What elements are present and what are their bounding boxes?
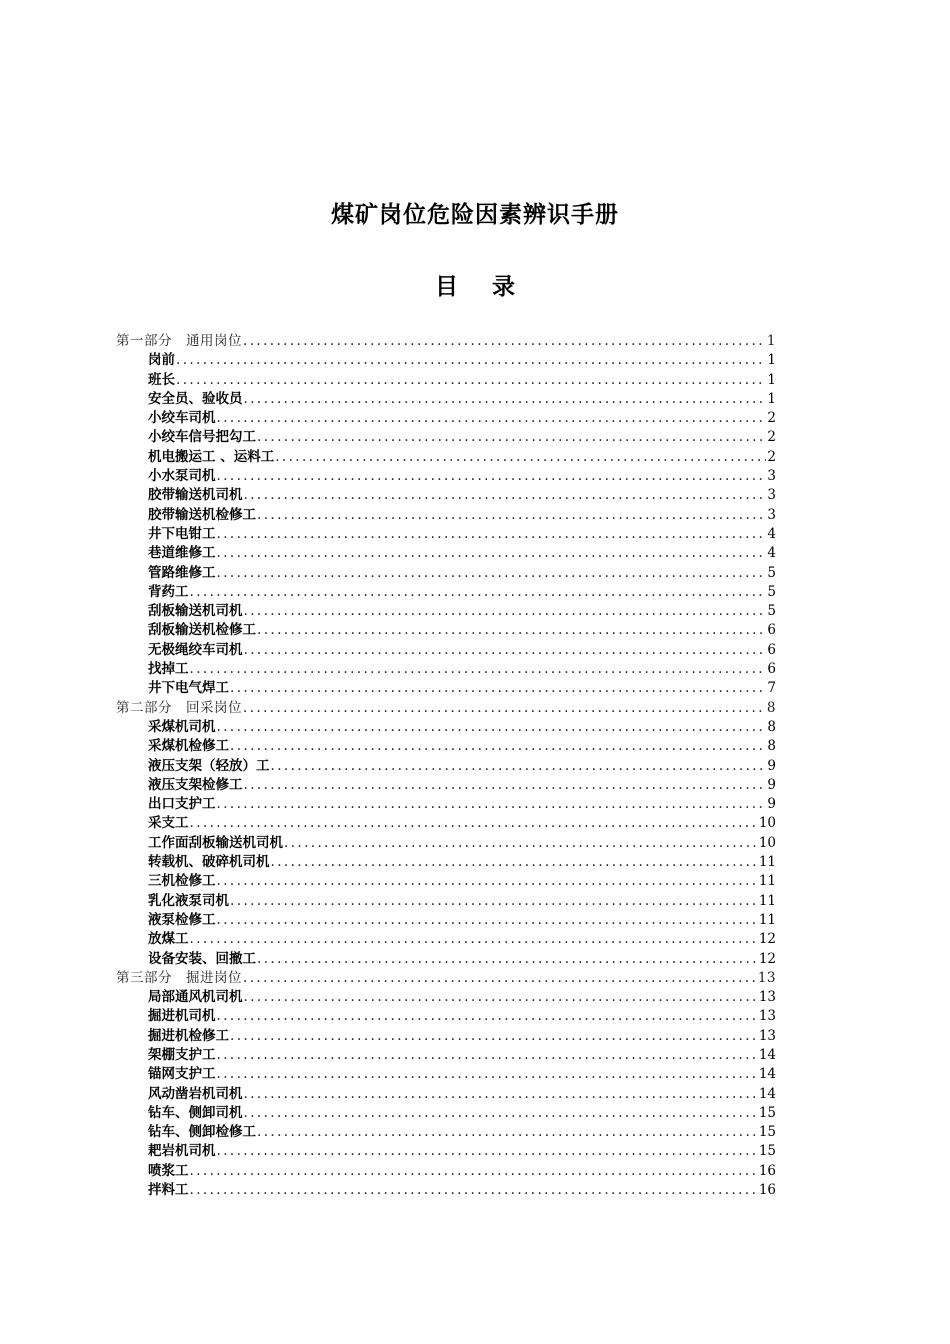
toc-item-entry[interactable]	[116, 776, 776, 795]
toc-page-number: 2	[767, 448, 776, 465]
toc-page-number: 8	[767, 738, 776, 755]
toc-entry-label: 采煤机检修工	[148, 738, 229, 755]
toc-heading	[0, 268, 950, 301]
toc-entry-label: 小绞车司机	[148, 410, 216, 427]
toc-page-number: 15	[758, 1143, 776, 1160]
toc-entry-label: 工作面刮板输送机司机	[148, 834, 283, 851]
toc-dot-leader	[190, 660, 767, 679]
toc-entry-label: 机电搬运工 、运料工	[148, 448, 275, 465]
toc-entry-label: 井下电气焊工	[148, 680, 229, 697]
toc-item-entry[interactable]	[116, 853, 776, 872]
toc-dot-leader	[217, 1007, 758, 1026]
toc-dot-leader	[271, 853, 758, 872]
toc-page-number: 7	[767, 680, 776, 697]
toc-entry-label: 钻车、侧卸检修工	[148, 1124, 256, 1141]
toc-dot-leader	[275, 448, 766, 467]
toc-dot-leader	[190, 1162, 758, 1181]
toc-dot-leader	[243, 332, 766, 351]
toc-dot-leader	[217, 409, 767, 428]
toc-dot-leader	[244, 602, 767, 621]
toc-item-entry[interactable]	[116, 757, 776, 776]
toc-dot-leader	[217, 525, 767, 544]
toc-page-number: 11	[758, 854, 776, 871]
toc-dot-leader	[190, 583, 767, 602]
toc-dot-leader	[244, 486, 767, 505]
toc-entry-label: 转载机、破碎机司机	[148, 854, 270, 871]
toc-entry-label: 掘进机检修工	[148, 1027, 229, 1044]
toc-page-number: 12	[758, 931, 776, 948]
toc-entry-label: 第三部分 掘进岗位	[116, 969, 242, 986]
toc-part-entry[interactable]	[116, 332, 776, 351]
toc-dot-leader	[244, 1104, 758, 1123]
toc-part-entry[interactable]	[116, 699, 776, 718]
toc-page-number: 16	[758, 1162, 776, 1179]
toc-page-number: 15	[758, 1104, 776, 1121]
toc-entry-label: 小水泵司机	[148, 468, 216, 485]
toc-entry-label: 锚网支护工	[148, 1066, 216, 1083]
toc-item-entry[interactable]	[116, 892, 776, 911]
toc-heading-char-1: 目	[435, 273, 458, 300]
toc-page-number: 4	[767, 545, 776, 562]
toc-item-entry[interactable]	[116, 911, 776, 930]
toc-item-entry[interactable]	[116, 602, 776, 621]
toc-entry-label: 液压支架检修工	[148, 776, 243, 793]
toc-page-number: 13	[758, 989, 776, 1006]
toc-dot-leader	[257, 428, 766, 447]
toc-entry-label: 液泵检修工	[148, 911, 216, 928]
toc-dot-leader	[217, 911, 758, 930]
toc-entry-label: 局部通风机司机	[148, 989, 243, 1006]
toc-dot-leader	[257, 621, 766, 640]
toc-item-entry[interactable]	[116, 988, 776, 1007]
toc-page-number: 5	[767, 603, 776, 620]
toc-page-number: 3	[767, 487, 776, 504]
toc-item-entry[interactable]	[116, 1085, 776, 1104]
toc-item-entry[interactable]	[116, 930, 776, 949]
toc-item-entry[interactable]	[116, 621, 776, 640]
toc-item-entry[interactable]	[116, 409, 776, 428]
toc-entry-label: 安全员、验收员	[148, 390, 243, 407]
toc-dot-leader	[217, 544, 767, 563]
toc-entry-label: 管路维修工	[148, 564, 216, 581]
toc-item-entry[interactable]	[116, 814, 776, 833]
toc-item-entry[interactable]	[116, 872, 776, 891]
toc-page-number: 11	[758, 911, 776, 928]
document-title: 煤矿岗位危险因素辨识手册	[331, 201, 619, 228]
toc-dot-leader	[244, 776, 767, 795]
toc-page-number: 3	[767, 468, 776, 485]
toc-page-number: 16	[758, 1182, 776, 1199]
toc-item-entry[interactable]	[116, 641, 776, 660]
toc-page-number: 6	[767, 622, 776, 639]
toc-item-entry[interactable]	[116, 351, 776, 370]
toc-item-entry[interactable]	[116, 1142, 776, 1161]
toc-dot-leader	[244, 988, 758, 1007]
toc-dot-leader	[244, 390, 767, 409]
toc-page-number: 11	[758, 892, 776, 909]
toc-entry-label: 刮板输送机司机	[148, 603, 243, 620]
toc-item-entry[interactable]	[116, 718, 776, 737]
toc-item-entry[interactable]	[116, 660, 776, 679]
toc-item-entry[interactable]	[116, 525, 776, 544]
toc-page-number: 4	[767, 525, 776, 542]
toc-item-entry[interactable]	[116, 1162, 776, 1181]
toc-page-number: 3	[767, 506, 776, 523]
table-of-contents	[116, 332, 776, 1200]
toc-dot-leader	[244, 641, 767, 660]
toc-entry-label: 架棚支护工	[148, 1046, 216, 1063]
toc-dot-leader	[217, 564, 767, 583]
toc-item-entry[interactable]	[116, 448, 776, 467]
toc-page-number: 5	[767, 583, 776, 600]
toc-entry-label: 刮板输送机检修工	[148, 622, 256, 639]
toc-entry-label: 岗前	[148, 352, 175, 369]
toc-dot-leader	[217, 795, 767, 814]
toc-page-number: 14	[758, 1085, 776, 1102]
toc-dot-leader	[217, 718, 767, 737]
toc-entry-label: 无极绳绞车司机	[148, 641, 243, 658]
toc-item-entry[interactable]	[116, 1065, 776, 1084]
toc-page-number: 14	[758, 1066, 776, 1083]
toc-dot-leader	[217, 467, 767, 486]
toc-page-number: 9	[767, 776, 776, 793]
toc-entry-label: 出口支护工	[148, 796, 216, 813]
toc-dot-leader	[257, 1123, 758, 1142]
toc-page-number: 8	[767, 718, 776, 735]
toc-entry-label: 掘进机司机	[148, 1008, 216, 1025]
toc-entry-label: 风动凿岩机司机	[148, 1085, 243, 1102]
toc-page-number: 6	[767, 641, 776, 658]
toc-entry-label: 背药工	[148, 583, 189, 600]
toc-dot-leader	[176, 351, 766, 370]
toc-part-entry[interactable]	[116, 969, 776, 988]
toc-entry-label: 第一部分 通用岗位	[116, 333, 242, 349]
toc-entry-label: 找掉工	[148, 661, 189, 678]
toc-entry-label: 三机检修工	[148, 873, 216, 890]
toc-page-number: 1	[767, 352, 776, 369]
toc-dot-leader	[243, 699, 766, 718]
toc-dot-leader	[271, 757, 767, 776]
toc-dot-leader	[230, 679, 766, 698]
toc-dot-leader	[217, 1046, 758, 1065]
toc-dot-leader	[176, 371, 766, 390]
toc-page-number: 10	[758, 834, 776, 851]
toc-page-number: 1	[767, 390, 776, 407]
toc-page-number: 14	[758, 1046, 776, 1063]
toc-item-entry[interactable]	[116, 506, 776, 525]
toc-item-entry[interactable]	[116, 467, 776, 486]
toc-page-number: 9	[767, 757, 776, 774]
toc-dot-leader	[217, 872, 758, 891]
toc-page-number: 8	[766, 699, 776, 716]
toc-item-entry[interactable]	[116, 486, 776, 505]
toc-dot-leader	[230, 737, 766, 756]
toc-dot-leader	[230, 892, 758, 911]
toc-page-number: 6	[767, 661, 776, 678]
toc-item-entry[interactable]	[116, 564, 776, 583]
toc-entry-label: 班长	[148, 371, 175, 388]
toc-entry-label: 液压支架（轻放）工	[148, 757, 270, 774]
toc-item-entry[interactable]	[116, 583, 776, 602]
toc-item-entry[interactable]	[116, 679, 776, 698]
toc-entry-label: 采煤机司机	[148, 718, 216, 735]
toc-item-entry[interactable]	[116, 834, 776, 853]
toc-dot-leader	[230, 1027, 758, 1046]
toc-item-entry[interactable]	[116, 950, 776, 969]
toc-dot-leader	[190, 930, 758, 949]
toc-item-entry[interactable]	[116, 1007, 776, 1026]
toc-entry-label: 耙岩机司机	[148, 1143, 216, 1160]
toc-item-entry[interactable]	[116, 1046, 776, 1065]
toc-dot-leader	[284, 834, 758, 853]
toc-entry-label: 钻车、侧卸司机	[148, 1104, 243, 1121]
toc-page-number: 1	[767, 371, 776, 388]
toc-entry-label: 放煤工	[148, 931, 189, 948]
toc-item-entry[interactable]	[116, 428, 776, 447]
toc-item-entry[interactable]	[116, 1123, 776, 1142]
toc-item-entry[interactable]	[116, 390, 776, 409]
toc-dot-leader	[190, 1181, 758, 1200]
toc-dot-leader	[217, 1065, 758, 1084]
toc-dot-leader	[190, 814, 758, 833]
toc-dot-leader	[257, 950, 758, 969]
toc-page-number: 10	[758, 815, 776, 832]
toc-page-number: 13	[758, 1027, 776, 1044]
toc-entry-label: 拌料工	[148, 1182, 189, 1199]
toc-entry-label: 胶带输送机检修工	[148, 506, 256, 523]
toc-page-number: 12	[758, 950, 776, 967]
toc-entry-label: 喷浆工	[148, 1162, 189, 1179]
toc-item-entry[interactable]	[116, 1027, 776, 1046]
toc-page-number: 1	[766, 333, 776, 349]
toc-item-entry[interactable]	[116, 371, 776, 390]
toc-dot-leader	[243, 969, 757, 988]
toc-entry-label: 乳化液泵司机	[148, 892, 229, 909]
toc-entry-label: 井下电钳工	[148, 525, 216, 542]
toc-entry-label: 巷道维修工	[148, 545, 216, 562]
toc-heading-char-2: 录	[492, 273, 515, 300]
toc-page-number: 13	[758, 1008, 776, 1025]
toc-page-number: 11	[758, 873, 776, 890]
toc-item-entry[interactable]	[116, 544, 776, 563]
toc-page-number: 5	[767, 564, 776, 581]
toc-page-number: 15	[758, 1124, 776, 1141]
toc-page-number: 2	[767, 410, 776, 427]
toc-item-entry[interactable]	[116, 1181, 776, 1200]
toc-dot-leader	[217, 1142, 758, 1161]
toc-entry-label: 第二部分 回采岗位	[116, 699, 242, 716]
toc-entry-label: 小绞车信号把勾工	[148, 429, 256, 446]
toc-page-number: 13	[757, 969, 776, 986]
toc-entry-label: 采支工	[148, 815, 189, 832]
toc-item-entry[interactable]	[116, 737, 776, 756]
toc-item-entry[interactable]	[116, 795, 776, 814]
toc-dot-leader	[244, 1085, 758, 1104]
toc-entry-label: 设备安装、回撤工	[148, 950, 256, 967]
toc-page-number: 2	[767, 429, 776, 446]
toc-page-number: 9	[767, 796, 776, 813]
toc-dot-leader	[257, 506, 766, 525]
toc-item-entry[interactable]	[116, 1104, 776, 1123]
toc-entry-label: 胶带输送机司机	[148, 487, 243, 504]
